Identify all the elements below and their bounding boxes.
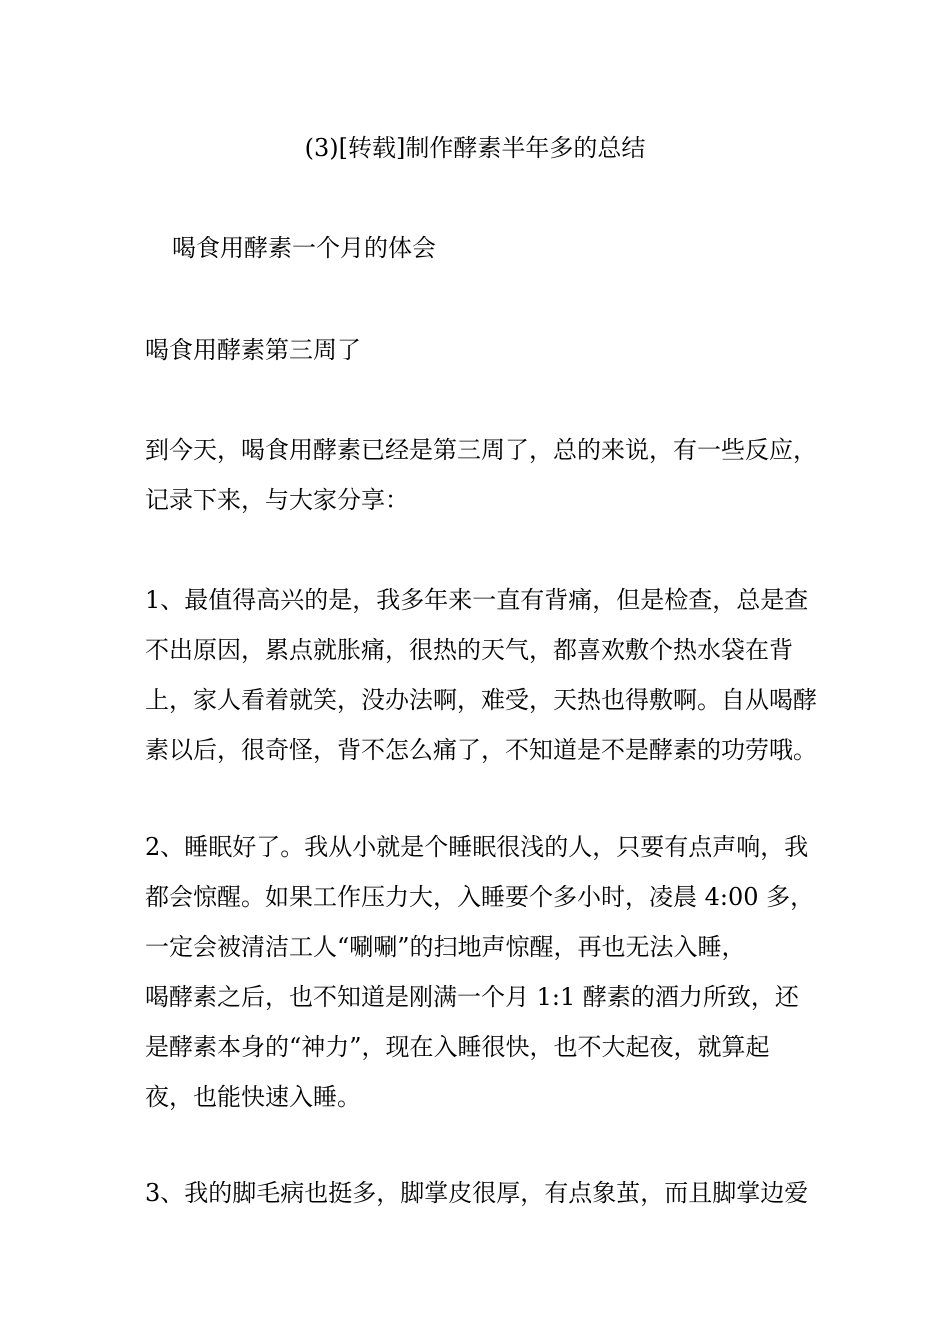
point-1-line: 不出原因，累点就胀痛，很热的天气，都喜欢敷个热水袋在背 bbox=[145, 636, 793, 664]
point-1-line: 1、最值得高兴的是，我多年来一直有背痛，但是检查，总是查 bbox=[145, 586, 809, 614]
point-2-line: 夜，也能快速入睡。 bbox=[145, 1083, 361, 1111]
intro-line: 记录下来，与大家分享： bbox=[145, 486, 409, 514]
section-heading bbox=[145, 325, 815, 375]
document-subheading: 喝食用酵素一个月的体会 bbox=[172, 234, 436, 262]
point-2-line: 2、睡眠好了。我从小就是个睡眠很浅的人，只要有点声响，我 bbox=[145, 833, 809, 861]
point-2-line: 是酵素本身的“神力”，现在入睡很快，也不大起夜，就算起 bbox=[145, 1033, 770, 1061]
point-1-line: 上，家人看着就笑，没办法啊，难受，天热也得敷啊。自从喝酵 bbox=[145, 686, 817, 714]
point-1-paragraph bbox=[145, 575, 815, 775]
point-2-line: 一定会被清洁工人“唰唰”的扫地声惊醒，再也无法入睡， bbox=[145, 933, 746, 961]
intro-paragraph bbox=[145, 425, 815, 525]
document-title: (3)[转载]制作酵素半年多的总结 bbox=[304, 134, 646, 162]
point-3-paragraph bbox=[145, 1168, 815, 1218]
intro-line: 到今天，喝食用酵素已经是第三周了，总的来说，有一些反应， bbox=[145, 436, 817, 464]
point-2-line: 都会惊醒。如果工作压力大，入睡要个多小时，凌晨 4:00 多， bbox=[145, 883, 815, 911]
point-2-line: 喝酵素之后，也不知道是刚满一个月 1:1 酵素的酒力所致，还 bbox=[145, 983, 799, 1011]
point-1-line: 素以后，很奇怪，背不怎么痛了，不知道是不是酵素的功劳哦。 bbox=[145, 736, 817, 764]
point-3-line: 3、我的脚毛病也挺多，脚掌皮很厚，有点象茧，而且脚掌边爱 bbox=[145, 1179, 809, 1207]
section-heading-text: 喝食用酵素第三周了 bbox=[145, 336, 361, 364]
point-2-paragraph bbox=[145, 822, 815, 1122]
